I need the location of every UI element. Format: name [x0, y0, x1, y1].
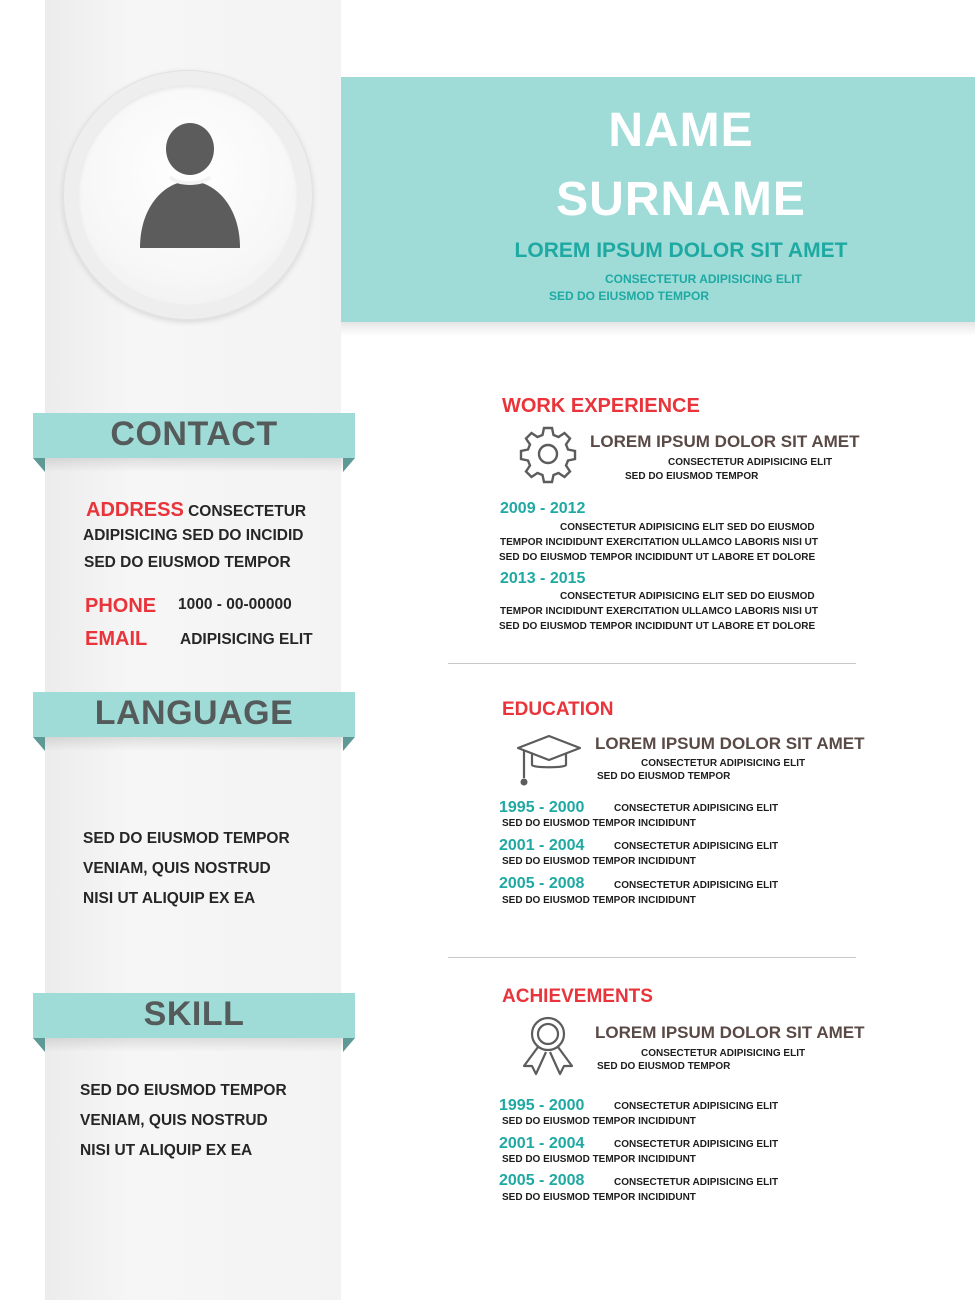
skill-line: VENIAM, QUIS NOSTRUD	[80, 1112, 268, 1129]
achievements-subtitle: LOREM IPSUM DOLOR SIT AMET	[595, 1023, 865, 1042]
work-line: CONSECTETUR ADIPISICING ELIT SED DO EIUSMOD	[560, 522, 815, 533]
education-subtitle: LOREM IPSUM DOLOR SIT AMET	[595, 734, 865, 753]
achievement-detail: SED DO EIUSMOD TEMPOR INCIDIDUNT	[502, 1154, 696, 1165]
phone-value: 1000 - 00-00000	[178, 596, 292, 613]
work-subtitle: LOREM IPSUM DOLOR SIT AMET	[590, 432, 860, 451]
award-ribbon-icon	[510, 1014, 590, 1080]
work-years: 2009 - 2012	[500, 500, 586, 517]
phone-label: PHONE	[85, 595, 157, 617]
achievements-heading: ACHIEVEMENTS	[502, 986, 653, 1007]
header-line3: SED DO EIUSMOD TEMPOR	[549, 289, 710, 303]
header-line2: CONSECTETUR ADIPISICING ELIT	[605, 272, 802, 286]
language-ribbon	[33, 692, 355, 737]
achievement-detail: SED DO EIUSMOD TEMPOR INCIDIDUNT	[502, 1192, 696, 1203]
person-icon	[78, 85, 298, 305]
language-line: VENIAM, QUIS NOSTRUD	[83, 860, 271, 877]
education-years: 1995 - 2000	[499, 799, 585, 816]
education-years: 2001 - 2004	[499, 837, 585, 854]
language-line: NISI UT ALIQUIP EX EA	[83, 890, 256, 907]
language-heading: LANGUAGE	[94, 694, 294, 732]
skill-ribbon	[33, 993, 355, 1038]
gear-icon	[518, 424, 578, 484]
header-tagline: LOREM IPSUM DOLOR SIT AMET	[514, 239, 848, 262]
email-label: EMAIL	[85, 628, 148, 650]
address-line2: ADIPISICING SED DO INCIDID	[83, 527, 304, 544]
achievement-years: 1995 - 2000	[499, 1097, 585, 1114]
education-heading: EDUCATION	[502, 699, 614, 720]
work-line: SED DO EIUSMOD TEMPOR INCIDIDUNT UT LABORE ET DOLORE	[499, 552, 816, 563]
work-sub2: SED DO EIUSMOD TEMPOR	[625, 471, 759, 482]
language-line: SED DO EIUSMOD TEMPOR	[83, 830, 290, 847]
education-desc: CONSECTETUR ADIPISICING ELIT	[614, 841, 779, 852]
work-sub1: CONSECTETUR ADIPISICING ELIT	[668, 457, 833, 468]
email-value: ADIPISICING ELIT	[180, 631, 313, 648]
skill-line: SED DO EIUSMOD TEMPOR	[80, 1082, 287, 1099]
achievement-desc: CONSECTETUR ADIPISICING ELIT	[614, 1177, 779, 1188]
work-years: 2013 - 2015	[500, 570, 586, 587]
contact-heading: CONTACT	[110, 415, 278, 453]
contact-ribbon	[33, 413, 355, 458]
achievements-sub2: SED DO EIUSMOD TEMPOR	[597, 1061, 731, 1072]
avatar-inner	[78, 85, 298, 305]
education-sub2: SED DO EIUSMOD TEMPOR	[597, 771, 731, 782]
section-divider	[448, 957, 856, 958]
work-line: CONSECTETUR ADIPISICING ELIT SED DO EIUSMOD	[560, 591, 815, 602]
address-row	[86, 499, 306, 522]
education-desc: CONSECTETUR ADIPISICING ELIT	[614, 803, 779, 814]
achievement-years: 2005 - 2008	[499, 1172, 585, 1189]
education-detail: SED DO EIUSMOD TEMPOR INCIDIDUNT	[502, 856, 696, 867]
skill-heading: SKILL	[143, 995, 245, 1033]
work-experience-heading: WORK EXPERIENCE	[502, 395, 700, 417]
section-divider	[448, 663, 856, 664]
graduation-cap-icon	[514, 732, 584, 792]
education-desc: CONSECTETUR ADIPISICING ELIT	[614, 880, 779, 891]
achievements-sub1: CONSECTETUR ADIPISICING ELIT	[641, 1048, 806, 1059]
education-sub1: CONSECTETUR ADIPISICING ELIT	[641, 758, 806, 769]
banner-shadow	[341, 322, 975, 336]
achievement-years: 2001 - 2004	[499, 1135, 585, 1152]
address-label: ADDRESS	[86, 499, 184, 521]
surname: SURNAME	[556, 173, 806, 226]
work-line: SED DO EIUSMOD TEMPOR INCIDIDUNT UT LABORE ET DOLORE	[499, 621, 816, 632]
education-detail: SED DO EIUSMOD TEMPOR INCIDIDUNT	[502, 895, 696, 906]
address-line1: CONSECTETUR	[188, 503, 307, 520]
achievement-detail: SED DO EIUSMOD TEMPOR INCIDIDUNT	[502, 1116, 696, 1127]
work-line: TEMPOR INCIDIDUNT EXERCITATION ULLAMCO LABORIS NISI UT	[500, 537, 818, 548]
education-detail: SED DO EIUSMOD TEMPOR INCIDIDUNT	[502, 818, 696, 829]
education-years: 2005 - 2008	[499, 875, 585, 892]
skill-line: NISI UT ALIQUIP EX EA	[80, 1142, 253, 1159]
achievement-desc: CONSECTETUR ADIPISICING ELIT	[614, 1101, 779, 1112]
address-line3: SED DO EIUSMOD TEMPOR	[84, 554, 291, 571]
avatar	[63, 70, 313, 320]
first-name: NAME	[608, 104, 754, 157]
achievement-desc: CONSECTETUR ADIPISICING ELIT	[614, 1139, 779, 1150]
work-line: TEMPOR INCIDIDUNT EXERCITATION ULLAMCO LABORIS NISI UT	[500, 606, 818, 617]
